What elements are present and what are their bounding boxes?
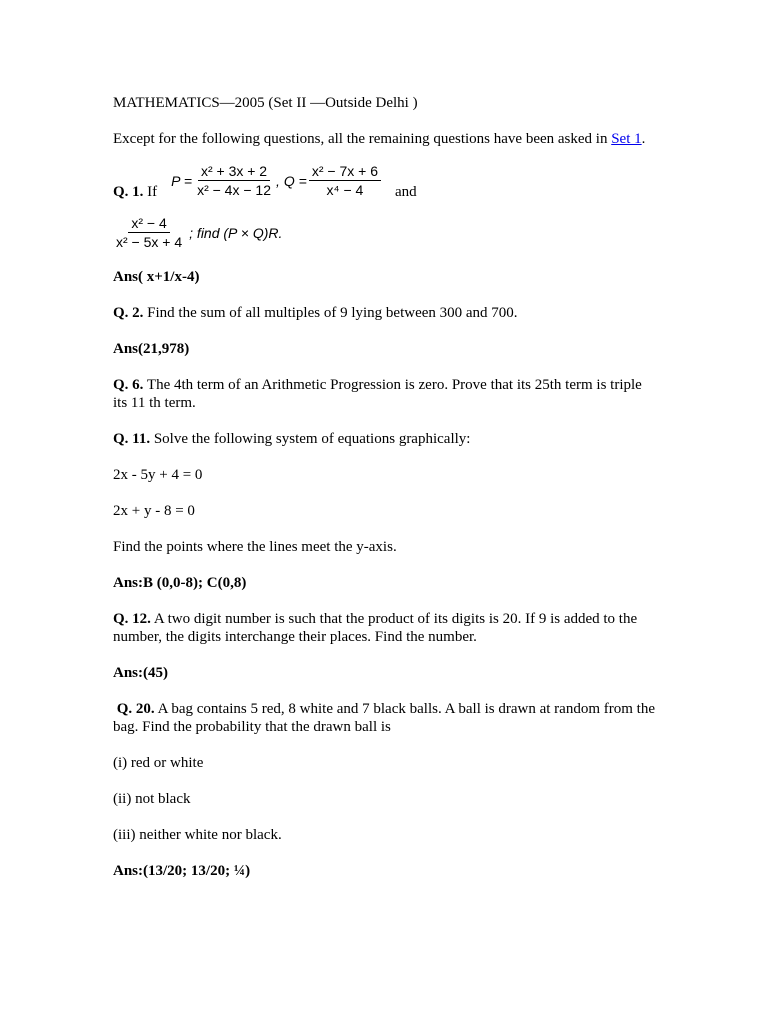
question-2-label: Q. 2. — [113, 305, 144, 321]
fraction-p — [194, 163, 274, 198]
answer-2: Ans(21,978) — [113, 341, 190, 357]
p-lhs: P = — [171, 172, 193, 189]
set-1-link[interactable]: Set 1 — [611, 131, 642, 147]
fraction-r-denominator: x² − 5x + 4 — [116, 234, 183, 250]
question-11-find: Find the points where the lines meet the y-axis. — [113, 539, 397, 555]
formula-r-line — [113, 215, 658, 250]
fraction-r-numerator: x² − 4 — [128, 215, 169, 233]
fraction-q-numerator: x² − 7x + 6 — [309, 163, 381, 181]
equation-2: 2x + y - 8 = 0 — [113, 503, 195, 519]
question-1-and: and — [395, 184, 417, 200]
option-iii: (iii) neither white nor black. — [113, 827, 282, 843]
formula-comma: , — [276, 172, 280, 189]
question-6-label: Q. 6. — [113, 377, 144, 393]
document-title: MATHEMATICS—2005 (Set II —Outside Delhi ) — [113, 95, 418, 111]
question-20-text: A bag contains 5 red, 8 white and 7 black balls. A ball is drawn at random from the bag. Find the probability that the drawn ball is — [113, 701, 659, 735]
question-12-text: A two digit number is such that the product of its digits is 20. If 9 is added to the number, the digits interchange their places. Find the number. — [113, 611, 638, 645]
fraction-r — [113, 215, 185, 250]
question-20 — [113, 700, 658, 736]
question-11-text: Solve the following system of equations graphically: — [150, 431, 471, 447]
intro-paragraph — [113, 130, 658, 148]
question-6 — [113, 376, 658, 412]
question-12 — [113, 610, 658, 646]
intro-end: . — [641, 131, 646, 147]
formula-p-q — [171, 163, 383, 198]
question-20-label: Q. 20. — [113, 701, 155, 717]
answer-1: Ans( x+1/x-4) — [113, 269, 200, 285]
option-i: (i) red or white — [113, 755, 204, 771]
question-6-text: The 4th term of an Arithmetic Progression is zero. Prove that its 25th term is triple its 11 th term. — [113, 377, 642, 411]
fraction-q-denominator: x⁴ − 4 — [326, 182, 364, 198]
question-12-label: Q. 12. — [113, 611, 151, 627]
question-1 — [113, 163, 658, 201]
answer-12: Ans:(45) — [113, 665, 168, 681]
answer-20: Ans:(13/20; 13/20; ¼) — [113, 863, 251, 879]
fraction-q — [309, 163, 381, 198]
question-11-label: Q. 11. — [113, 431, 151, 447]
document-body — [113, 94, 658, 898]
intro-text: Except for the following questions, all the remaining questions have been asked in — [113, 131, 612, 147]
q-lhs: Q = — [283, 172, 307, 189]
fraction-p-denominator: x² − 4x − 12 — [197, 182, 271, 198]
option-ii: (ii) not black — [113, 791, 191, 807]
answer-11: Ans:B (0,0-8); C(0,8) — [113, 575, 247, 591]
fraction-p-numerator: x² + 3x + 2 — [198, 163, 270, 181]
question-2 — [113, 304, 658, 322]
question-1-if: If — [143, 184, 158, 200]
equation-1: 2x - 5y + 4 = 0 — [113, 467, 203, 483]
formula-r-tail: ; find (P × Q)R. — [189, 224, 283, 241]
question-1-label: Q. 1. — [113, 184, 144, 200]
question-2-text: Find the sum of all multiples of 9 lying between 300 and 700. — [143, 305, 518, 321]
question-11 — [113, 430, 658, 448]
